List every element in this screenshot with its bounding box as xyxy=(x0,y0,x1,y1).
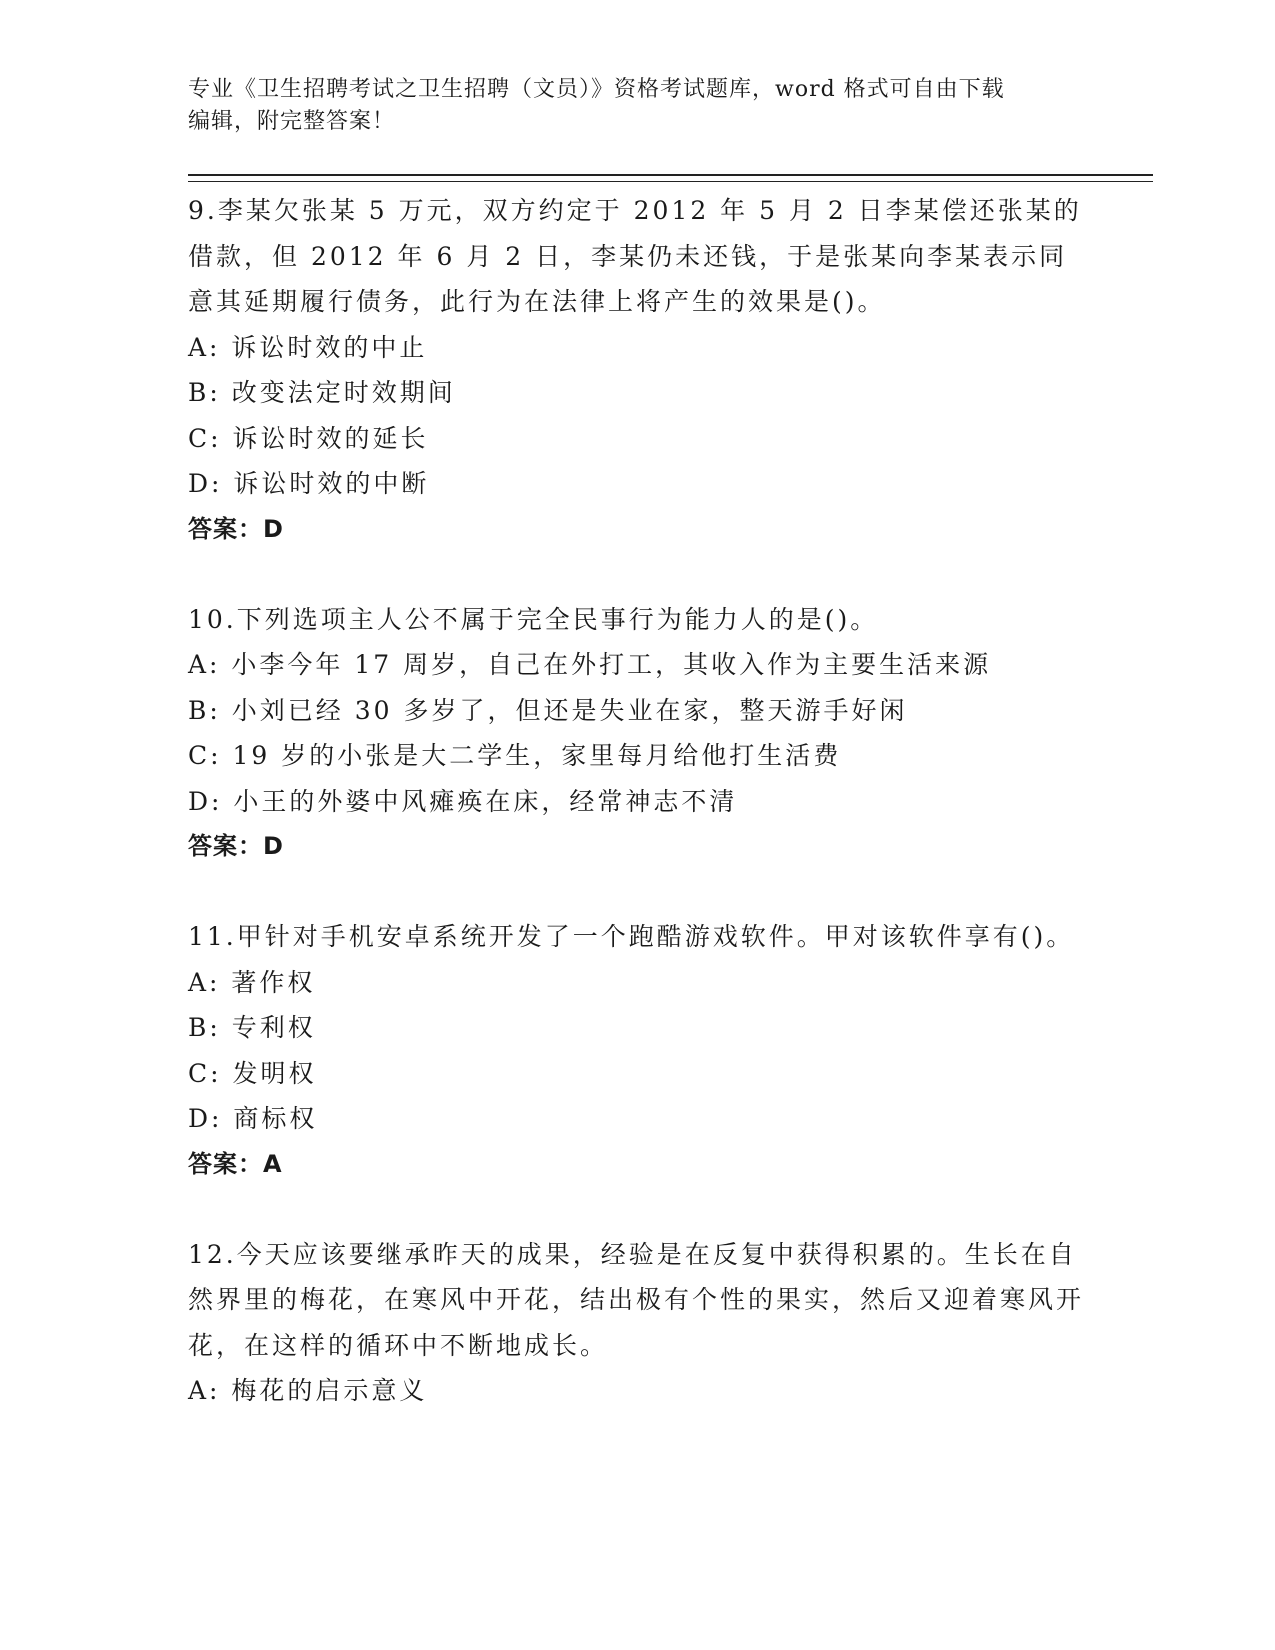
answer-label: 答案：D xyxy=(188,514,284,543)
question-10 xyxy=(188,597,1088,870)
answer-label: 答案：D xyxy=(188,832,284,860)
question-text: 9.李某欠张某 5 万元，双方约定于 2012 年 5 月 2 日李某偿还张某的借款，但 2012 年 6 月 2 日，李某仍未还钱，于是张某向李某表示同意其延期履行债务，此行为在法律上将产生的效果是()。 xyxy=(188,196,1082,316)
option-a: A: 梅花的启示意义 xyxy=(188,1376,428,1405)
option-d: D: 诉讼时效的中断 xyxy=(188,469,430,498)
question-spacer xyxy=(188,1187,1088,1232)
option-d: D: 小王的外婆中风瘫痪在床，经常神志不清 xyxy=(188,786,738,816)
question-text: 12.今天应该要继承昨天的成果，经验是在反复中获得积累的。生长在自然界里的梅花，在寒风中开花，结出极有个性的果实，然后又迎着寒风开花，在这样的循环中不断地成长。 xyxy=(188,1239,1085,1360)
document-header xyxy=(188,74,1088,138)
question-text: 11.甲针对手机安卓系统开发了一个跑酷游戏软件。甲对该软件享有()。 xyxy=(188,922,1075,951)
option-a: A: 著作权 xyxy=(188,967,316,997)
header-line-2: 编辑，附完整答案！ xyxy=(188,109,396,134)
question-9 xyxy=(188,188,1088,552)
header-divider-thick xyxy=(188,174,1153,176)
option-c: C: 19 岁的小张是大二学生，家里每月给他打生活费 xyxy=(188,741,842,770)
option-b: B: 小刘已经 30 多岁了，但还是失业在家，整天游手好闲 xyxy=(188,695,908,725)
option-b: B: 改变法定时效期间 xyxy=(188,378,456,407)
option-c: C: 发明权 xyxy=(188,1058,317,1088)
option-d: D: 商标权 xyxy=(188,1104,318,1133)
question-12 xyxy=(188,1232,1088,1414)
header-divider-thin xyxy=(188,181,1153,182)
header-line-1: 专业《卫生招聘考试之卫生招聘（文员）》资格考试题库，word 格式可自由下载 xyxy=(188,77,1005,102)
question-spacer xyxy=(188,552,1088,597)
option-c: C: 诉讼时效的延长 xyxy=(188,423,429,453)
question-spacer xyxy=(188,869,1088,914)
option-b: B: 专利权 xyxy=(188,1013,316,1042)
option-a: A: 小李今年 17 周岁，自己在外打工，其收入作为主要生活来源 xyxy=(188,650,992,679)
option-a: A: 诉讼时效的中止 xyxy=(188,332,428,362)
question-text: 10.下列选项主人公不属于完全民事行为能力人的是()。 xyxy=(188,604,879,634)
answer-label: 答案：A xyxy=(188,1149,283,1178)
question-list xyxy=(188,188,1088,1414)
question-11 xyxy=(188,914,1088,1187)
